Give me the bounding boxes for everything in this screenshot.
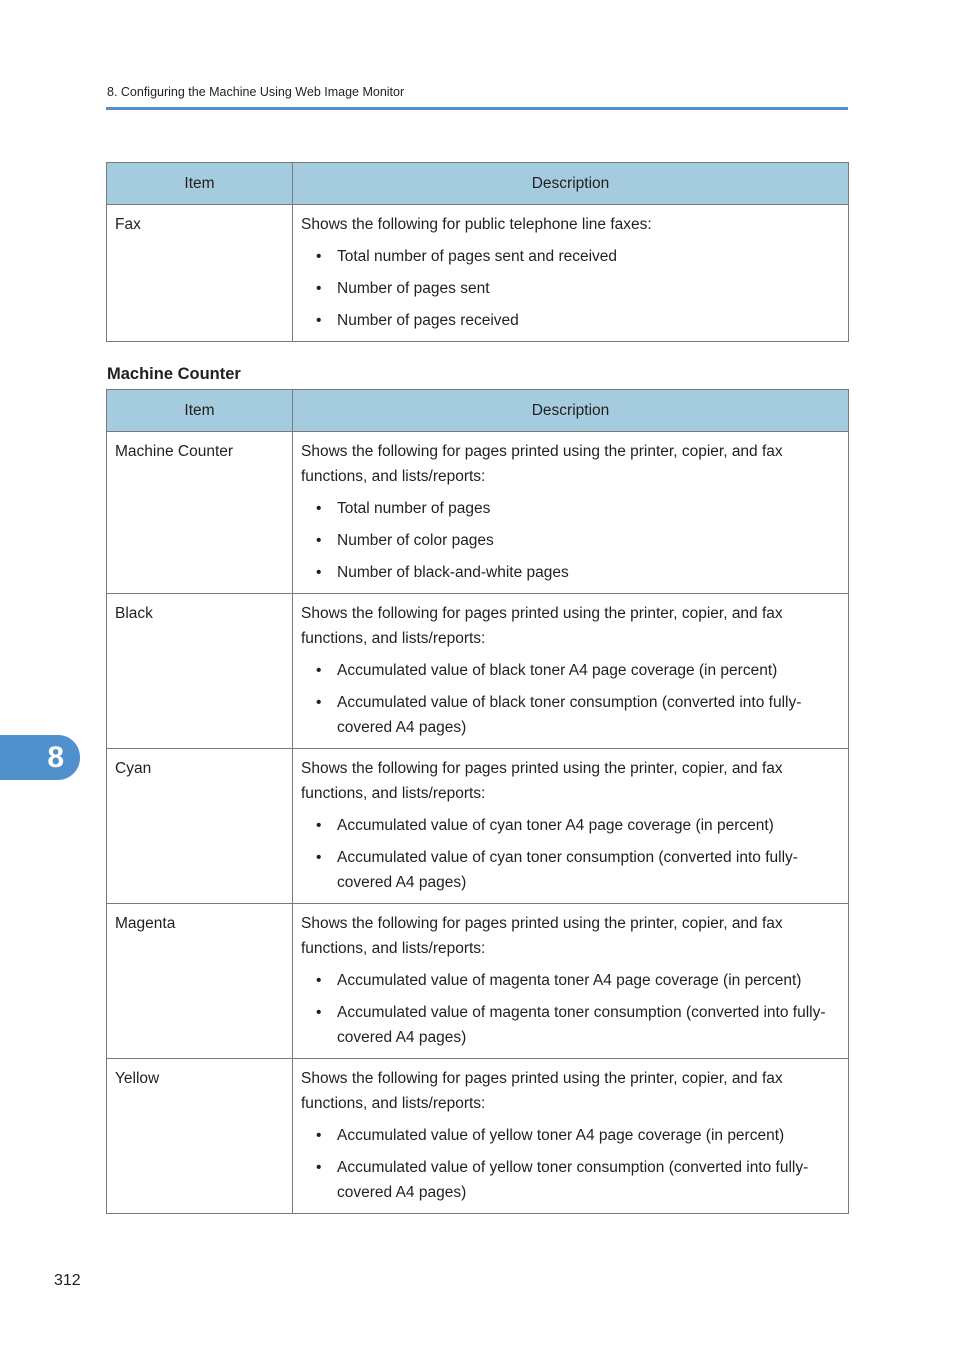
item-cell: Magenta <box>107 904 293 1059</box>
item-cell: Machine Counter <box>107 432 293 594</box>
description-intro: Shows the following for public telephone line faxes: <box>301 216 652 233</box>
item-cell: Fax <box>107 205 293 342</box>
bullet-item: • Number of black-and-white pages <box>301 560 840 585</box>
table-row <box>107 594 849 749</box>
column-header-description: Description <box>293 163 849 205</box>
column-header-item: Item <box>107 163 293 205</box>
description-cell <box>293 432 849 594</box>
bullet-list <box>301 1123 840 1205</box>
bullet-item: • Accumulated value of yellow toner A4 page coverage (in percent) <box>301 1123 840 1148</box>
item-cell: Yellow <box>107 1059 293 1214</box>
running-header: 8. Configuring the Machine Using Web Image Monitor <box>107 85 405 99</box>
bullet-item: • Accumulated value of yellow toner consumption (converted into fully-covered A4 pages) <box>301 1155 840 1205</box>
bullet-list <box>301 496 840 585</box>
page-number: 312 <box>54 1272 81 1289</box>
bullet-item: • Accumulated value of cyan toner A4 page coverage (in percent) <box>301 813 840 838</box>
description-intro: Shows the following for pages printed using the printer, copier, and fax functions, and lists/reports: <box>301 1070 783 1112</box>
description-intro: Shows the following for pages printed using the printer, copier, and fax functions, and lists/reports: <box>301 443 783 485</box>
chapter-number: 8 <box>47 740 64 774</box>
bullet-item: • Total number of pages <box>301 496 840 521</box>
bullet-list <box>301 968 840 1050</box>
description-cell <box>293 594 849 749</box>
column-header-item: Item <box>107 390 293 432</box>
bullet-list <box>301 244 840 333</box>
table-row <box>107 749 849 904</box>
table-header-row <box>107 390 849 432</box>
table-row <box>107 904 849 1059</box>
bullet-item: • Total number of pages sent and received <box>301 244 840 269</box>
description-cell <box>293 904 849 1059</box>
bullet-item: • Accumulated value of magenta toner consumption (converted into fully-covered A4 pages) <box>301 1000 840 1050</box>
description-intro: Shows the following for pages printed using the printer, copier, and fax functions, and lists/reports: <box>301 760 783 802</box>
bullet-item: • Accumulated value of black toner consumption (converted into fully-covered A4 pages) <box>301 690 840 740</box>
column-header-description: Description <box>293 390 849 432</box>
table-row <box>107 432 849 594</box>
bullet-item: • Number of pages received <box>301 308 840 333</box>
description-cell <box>293 205 849 342</box>
bullet-list <box>301 813 840 895</box>
description-intro: Shows the following for pages printed using the printer, copier, and fax functions, and lists/reports: <box>301 605 783 647</box>
machine-counter-table <box>106 389 849 1214</box>
section-heading: Machine Counter <box>107 365 241 383</box>
header-rule <box>106 107 848 110</box>
fax-table <box>106 162 849 342</box>
description-cell <box>293 749 849 904</box>
bullet-item: • Number of color pages <box>301 528 840 553</box>
bullet-list <box>301 658 840 740</box>
table-header-row <box>107 163 849 205</box>
item-cell: Black <box>107 594 293 749</box>
bullet-item: • Number of pages sent <box>301 276 840 301</box>
bullet-item: • Accumulated value of magenta toner A4 page coverage (in percent) <box>301 968 840 993</box>
table-row <box>107 205 849 342</box>
description-cell <box>293 1059 849 1214</box>
item-cell: Cyan <box>107 749 293 904</box>
chapter-tab <box>0 735 80 780</box>
table-row <box>107 1059 849 1214</box>
bullet-item: • Accumulated value of black toner A4 page coverage (in percent) <box>301 658 840 683</box>
description-intro: Shows the following for pages printed using the printer, copier, and fax functions, and lists/reports: <box>301 915 783 957</box>
bullet-item: • Accumulated value of cyan toner consumption (converted into fully-covered A4 pages) <box>301 845 840 895</box>
